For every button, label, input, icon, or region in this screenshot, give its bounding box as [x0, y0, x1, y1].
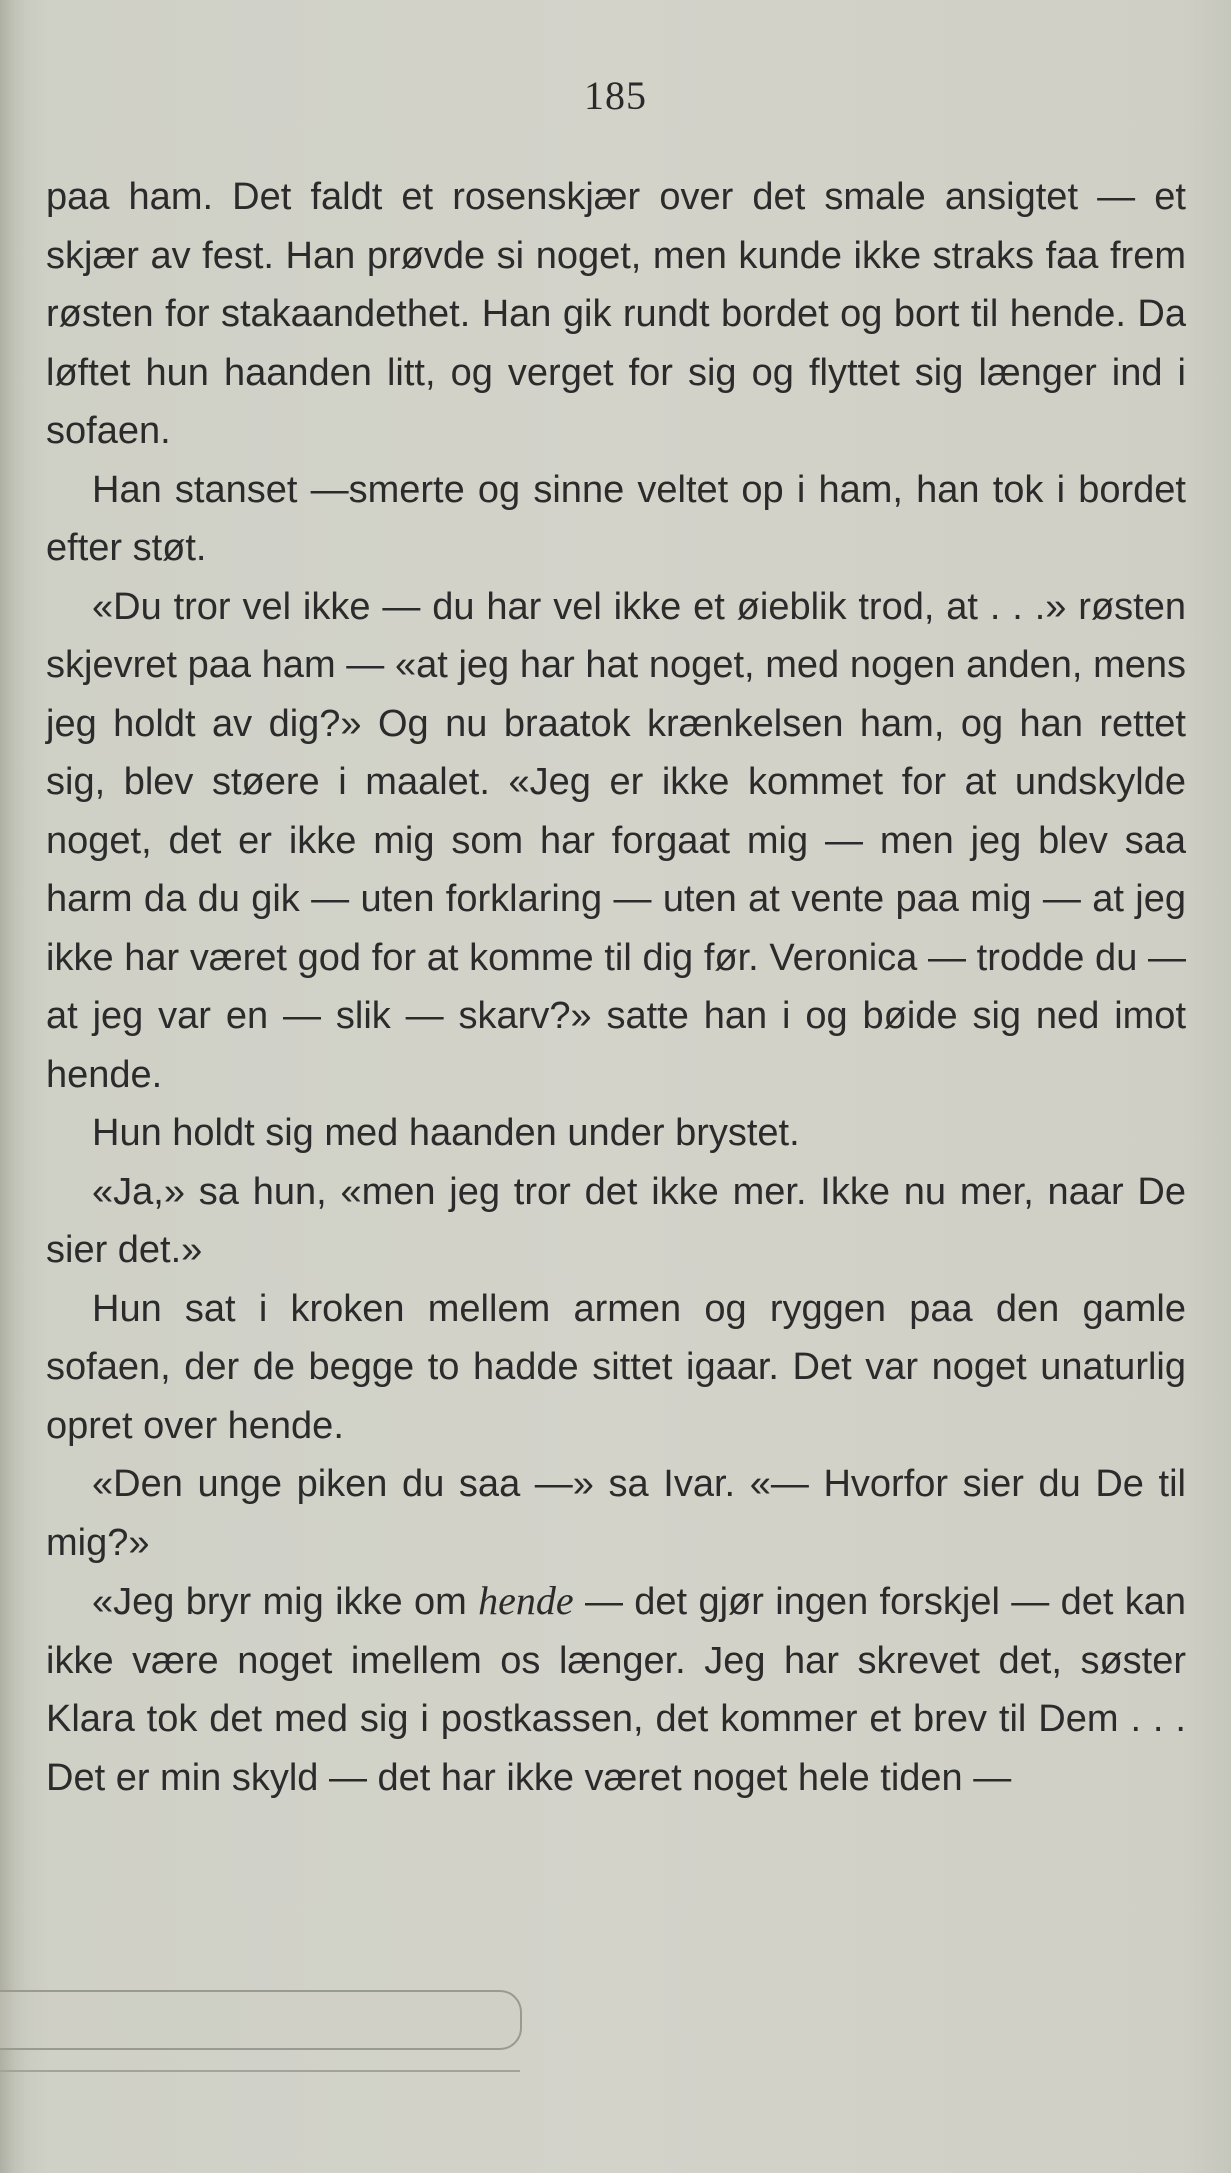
page-number: 185: [584, 73, 647, 118]
paragraph-3: «Du tror vel ikke — du har vel ikke et øieblik trod, at . . .» røsten skjevret paa ham — «at jeg har hat noget, med nogen anden, mens jeg holdt av dig?» Og nu braatok krænkelsen ham, og han rettet sig, blev støere i maalet. «Jeg er ikke kommet for at undskylde noget, det er ikke mig som har forgaat mig — men jeg blev saa harm da du gik — uten forklaring — uten at vente paa mig — at jeg ikke har været god for at komme til dig før. Veronica — trodde du — at jeg var en — slik — skarv?» satte han i og bøide sig ned imot hende.: [46, 585, 1186, 1096]
page-tab-edge: [0, 1990, 522, 2050]
paragraph-1: paa ham. Det faldt et rosenskjær over det smale ansigtet — et skjær av fest. Han prøvde si noget, men kunde ikke straks faa frem røsten for stakaandethet. Han gik rundt bordet og bort til hende. Da løftet hun haanden litt, og verget for sig og flyttet sig længer ind i sofaen.: [46, 176, 1186, 452]
paragraph-2: Han stanset —smerte og sinne veltet op i ham, han tok i bordet efter støt.: [46, 468, 1186, 569]
page-spine-shadow: [0, 0, 26, 2173]
emphasis-word: hende: [478, 1578, 574, 1623]
paragraph-7: «Den unge piken du saa —» sa Ivar. «— Hvorfor sier du De til mig?»: [46, 1463, 1186, 1564]
paragraph-4: Hun holdt sig med haanden under brystet.: [92, 1112, 800, 1154]
body-text: [46, 168, 1186, 1807]
paragraph-5: «Ja,» sa hun, «men jeg tror det ikke mer. Ikke nu mer, naar De sier det.»: [46, 1170, 1186, 1271]
paragraph-8: «Jeg bryr mig ikke om hende — det gjør ingen forskjel — det kan ikke være noget imellem os længer. Jeg har skrevet det, søster Klara tok det med sig i postkassen, det kommer et brev til Dem . . . Det er min skyld — det har ikke været noget hele tiden —: [46, 1578, 1186, 1799]
page-tab-line: [0, 2070, 520, 2072]
paragraph-6: Hun sat i kroken mellem armen og ryggen paa den gamle sofaen, der de begge to hadde sittet igaar. Det var noget unaturlig opret over hende.: [46, 1287, 1186, 1447]
